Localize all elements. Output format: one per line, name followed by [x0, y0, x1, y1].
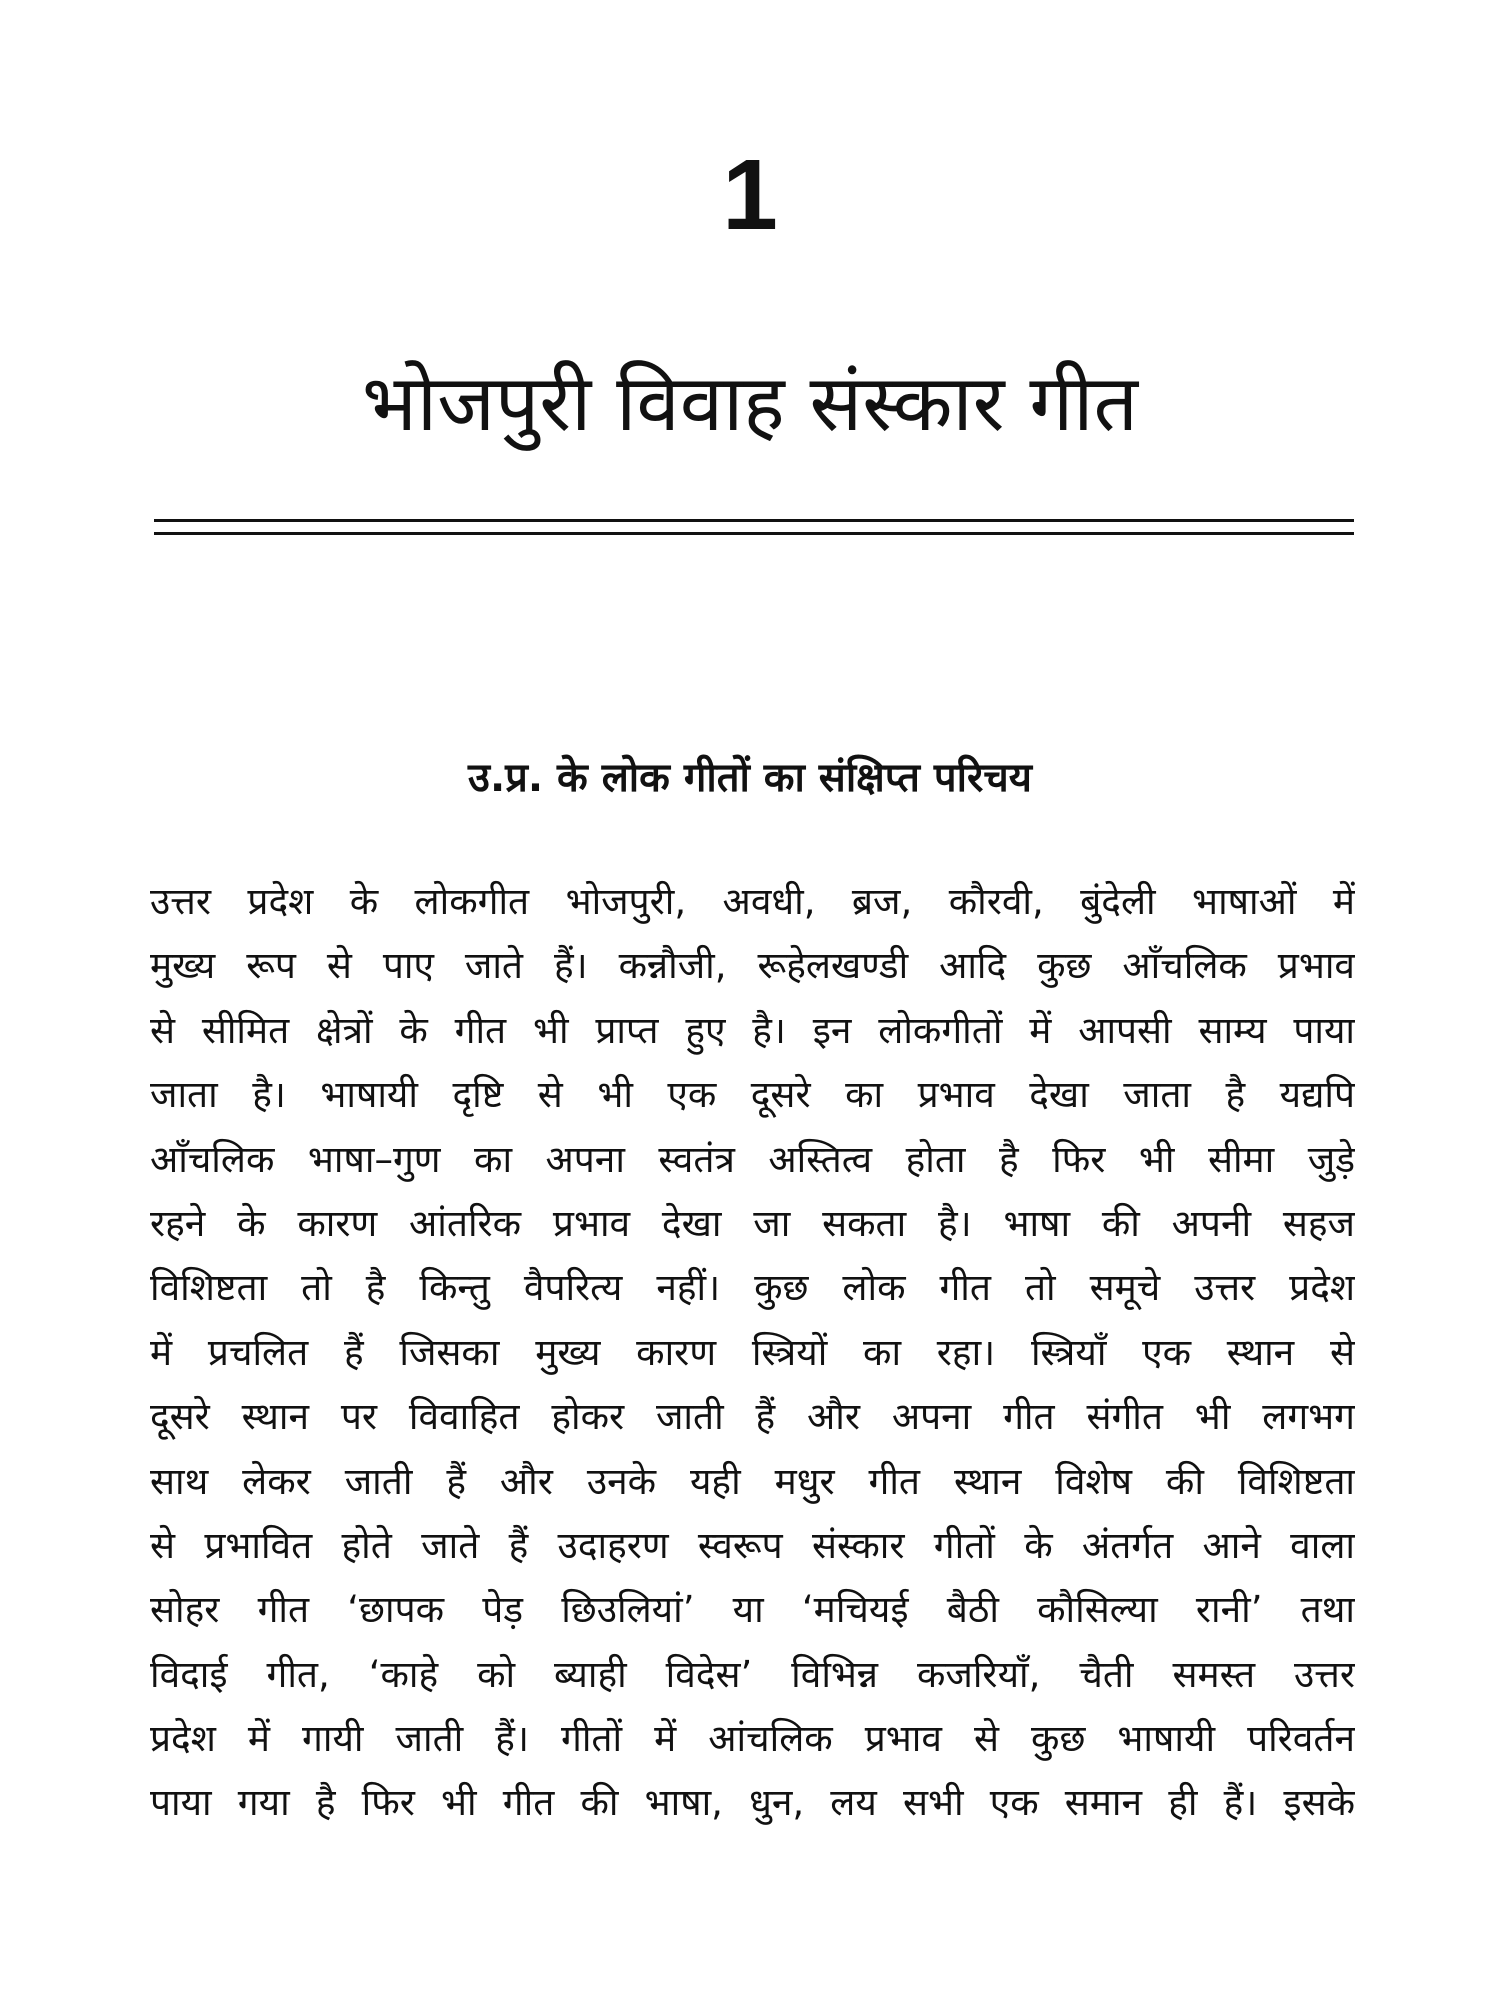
paragraph-line: जाता है। भाषायी दृष्टि से भी एक दूसरे का प्रभाव देखा जाता है यद्यपि	[150, 1073, 1355, 1117]
paragraph-line: साथ लेकर जाती हैं और उनके यही मधुर गीत स्थान विशेष की विशिष्टता	[150, 1459, 1355, 1503]
title-divider-top	[154, 519, 1354, 522]
chapter-number: 1	[722, 139, 778, 251]
paragraph-line: आँचलिक भाषा–गुण का अपना स्वतंत्र अस्तित्व होता है फिर भी सीमा जुड़े	[150, 1137, 1355, 1181]
paragraph-line: से प्रभावित होते जाते हैं उदाहरण स्वरूप संस्कार गीतों के अंतर्गत आने वाला	[150, 1523, 1355, 1567]
paragraph-line: रहने के कारण आंतरिक प्रभाव देखा जा सकता है। भाषा की अपनी सहज	[150, 1201, 1355, 1245]
paragraph-line: दूसरे स्थान पर विवाहित होकर जाती हैं और अपना गीत संगीत भी लगभग	[150, 1395, 1355, 1439]
paragraph-line: पाया गया है फिर भी गीत की भाषा, धुन, लय सभी एक समान ही हैं। इसके	[150, 1781, 1355, 1825]
section-heading: उ.प्र. के लोक गीतों का संक्षिप्त परिचय	[468, 755, 1032, 801]
paragraph-line: से सीमित क्षेत्रों के गीत भी प्राप्त हुए है। इन लोकगीतों में आपसी साम्य पाया	[150, 1008, 1355, 1052]
paragraph-line: सोहर गीत ‘छापक पेड़ छिउलियां’ या ‘मचियई बैठी कौसिल्या रानी’ तथा	[150, 1588, 1355, 1632]
chapter-title: भोजपुरी विवाह संस्कार गीत	[362, 359, 1138, 449]
paragraph-line: में प्रचलित हैं जिसका मुख्य कारण स्त्रियों का रहा। स्त्रियाँ एक स्थान से	[150, 1330, 1355, 1374]
paragraph-line: विशिष्टता तो है किन्तु वैपरित्य नहीं। कुछ लोक गीत तो समूचे उत्तर प्रदेश	[150, 1266, 1355, 1310]
title-divider-bottom	[154, 532, 1354, 535]
paragraph-line: प्रदेश में गायी जाती हैं। गीतों में आंचलिक प्रभाव से कुछ भाषायी परिवर्तन	[150, 1717, 1355, 1761]
body-paragraph	[150, 870, 1355, 1836]
paragraph-line: उत्तर प्रदेश के लोकगीत भोजपुरी, अवधी, ब्रज, कौरवी, बुंदेली भाषाओं में	[150, 880, 1355, 923]
paragraph-line: मुख्य रूप से पाए जाते हैं। कन्नौजी, रूहेलखण्डी आदि कुछ आँचलिक प्रभाव	[150, 944, 1355, 988]
paragraph-line: विदाई गीत, ‘काहे को ब्याही विदेस’ विभिन्न कजरियाँ, चैती समस्त उत्तर	[150, 1652, 1355, 1696]
